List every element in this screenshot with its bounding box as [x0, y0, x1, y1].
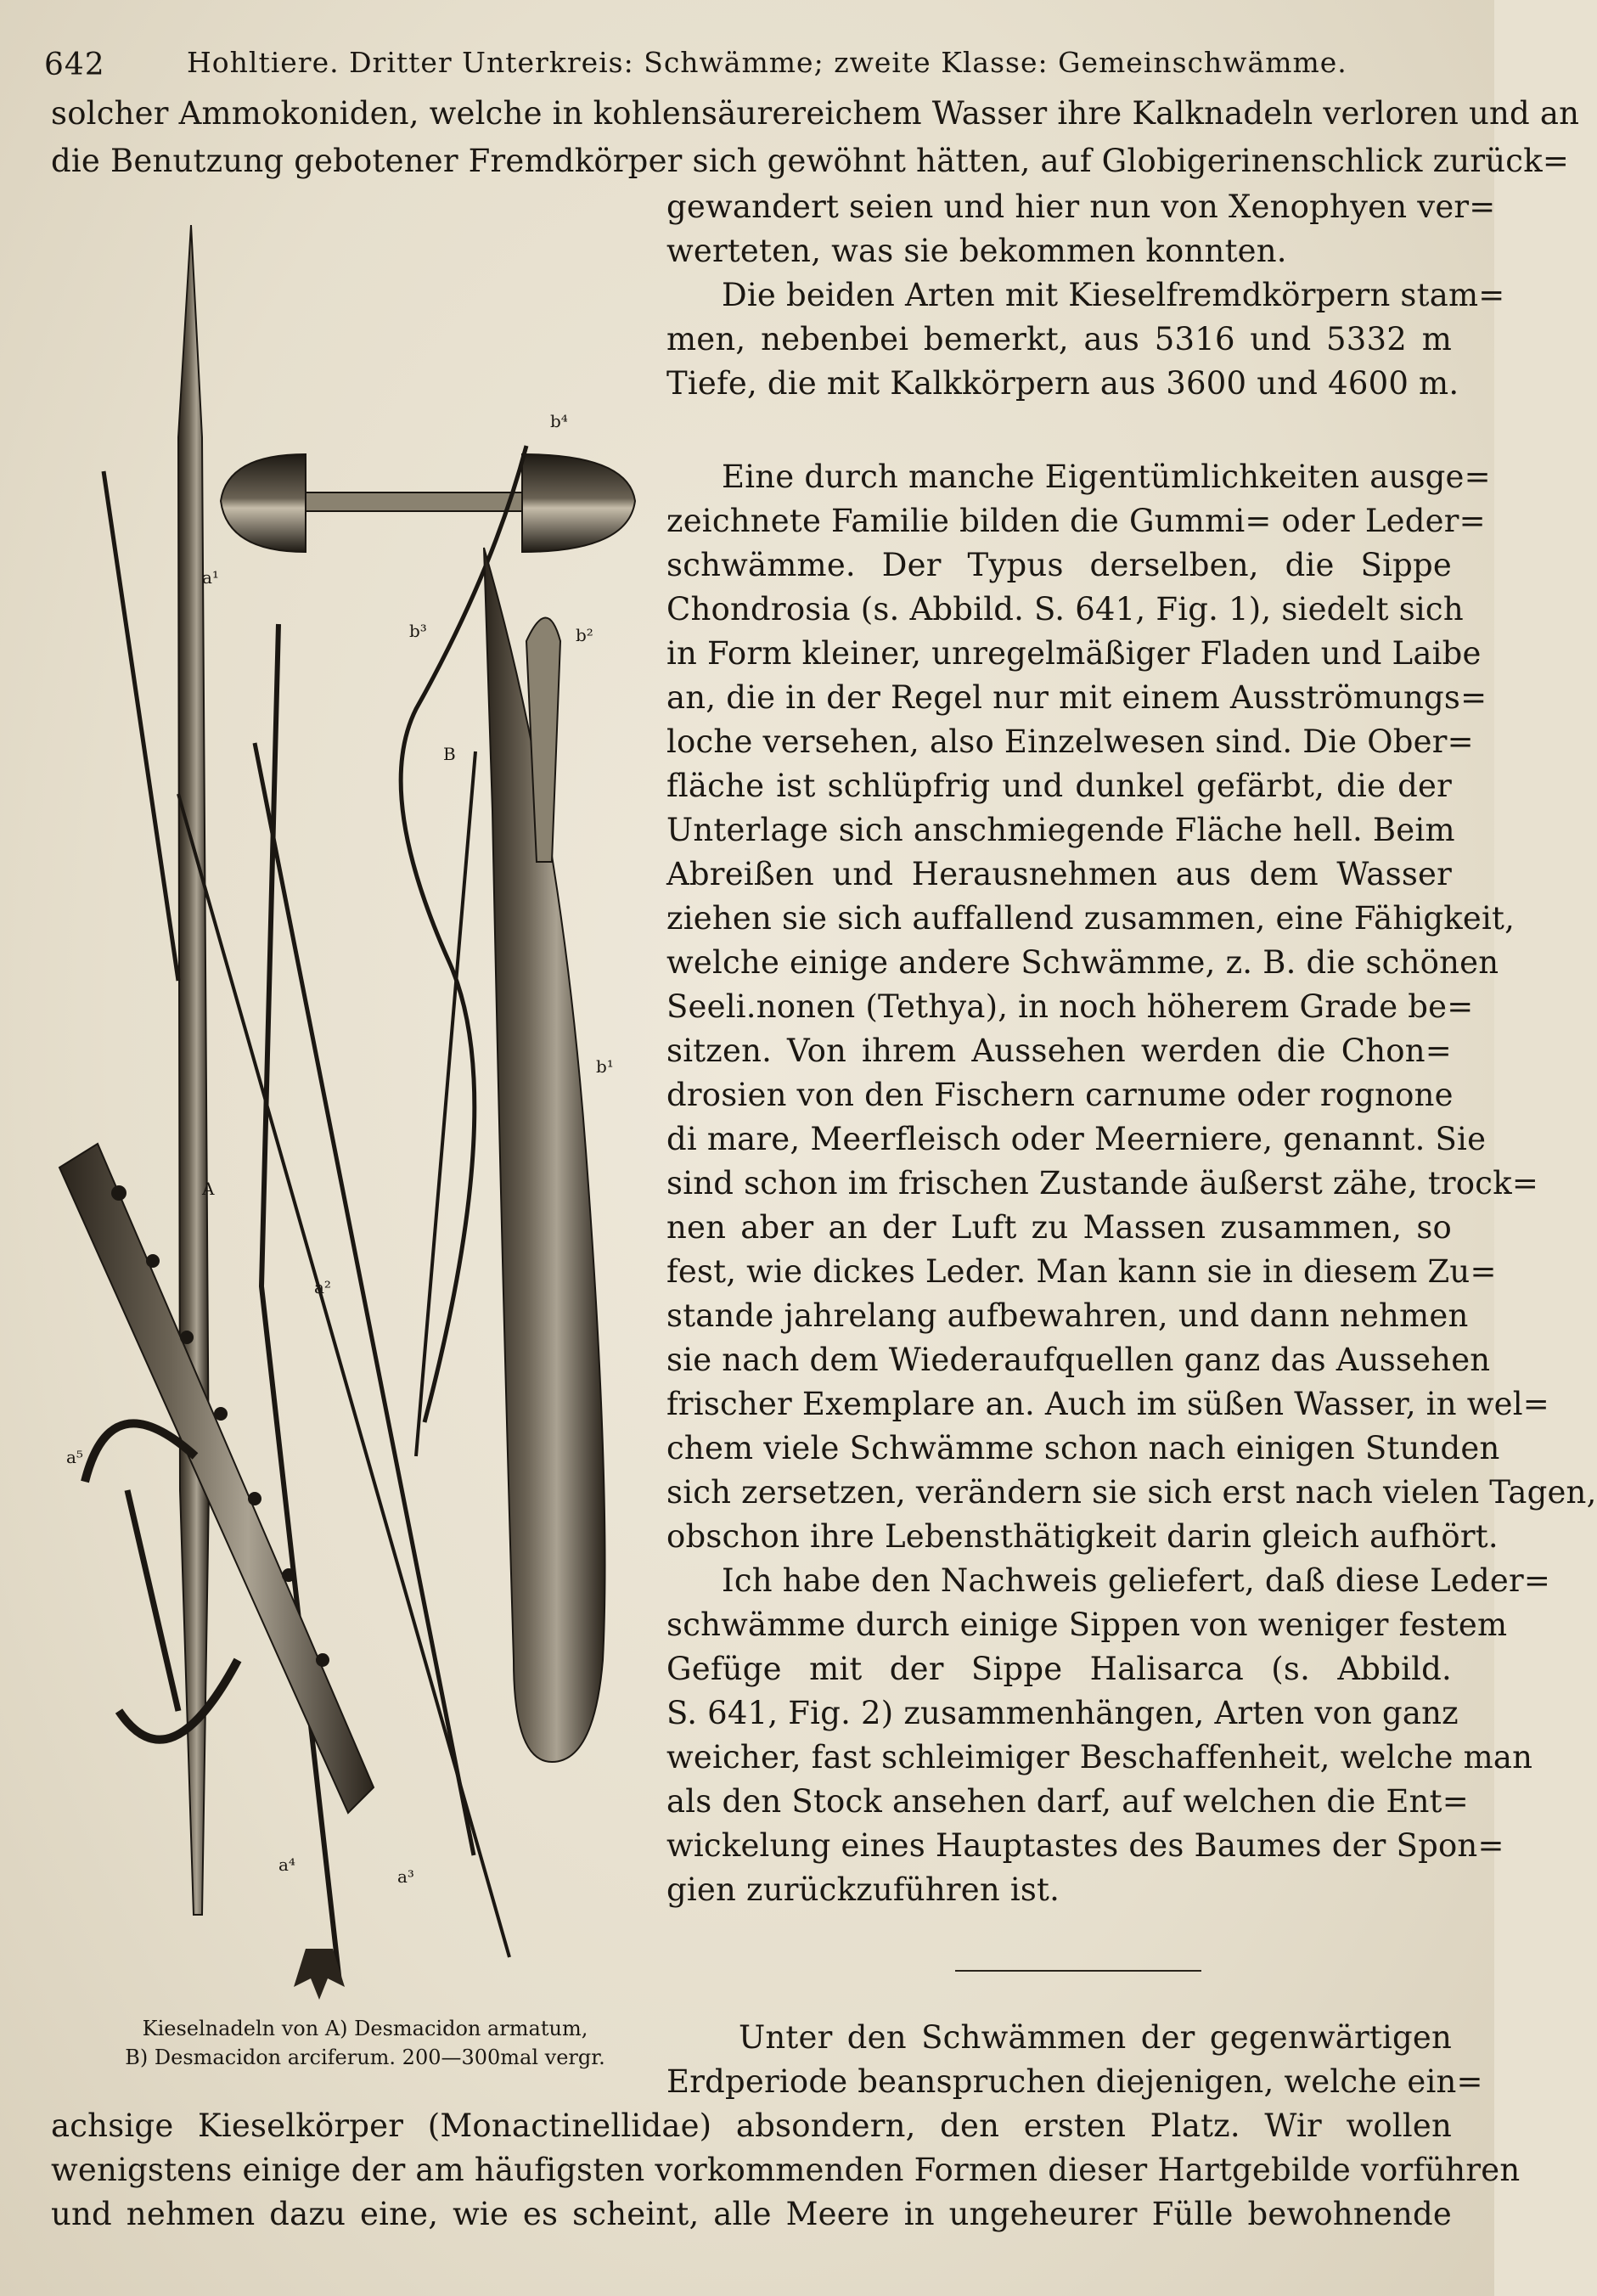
text-line: zeichnete Familie bilden die Gummi= oder Leder=	[666, 503, 1486, 539]
text-line: achsige Kieselkörper (Monactinellidae) absondern, den ersten Platz. Wir wollen	[51, 2107, 1452, 2144]
text-line: sie nach dem Wiederaufquellen ganz das Aussehen	[666, 1342, 1491, 1378]
spicule-illustration	[51, 217, 662, 2017]
text-line: an, die in der Regel nur mit einem Ausströmungs=	[666, 679, 1487, 716]
text-line: weicher, fast schleimiger Beschaffenheit, welche man	[666, 1739, 1533, 1775]
text-line: stande jahrelang aufbewahren, und dann nehmen	[666, 1297, 1469, 1334]
spicule-B-needle	[416, 751, 475, 1456]
label-B: B	[443, 744, 456, 764]
figure-caption	[76, 2014, 654, 2072]
spicule-b4-dumbbell	[221, 454, 635, 552]
label-b3: b³	[409, 621, 427, 641]
spicule-a3	[255, 743, 474, 1855]
text-line: gien zurückzuführen ist.	[666, 1871, 1060, 1908]
text-line: Seeli.nonen (Tethya), in noch höherem Grade be=	[666, 988, 1474, 1025]
text-line: gewandert seien und hier nun von Xenophyen ver=	[666, 189, 1496, 225]
text-line: di mare, Meerfleisch oder Meerniere, genannt. Sie	[666, 1121, 1487, 1157]
label-b4: b⁴	[550, 411, 568, 431]
text-line: chem viele Schwämme schon nach einigen Stunden	[666, 1430, 1500, 1466]
text-line: die Benutzung gebotener Fremdkörper sich gewöhnt hätten, auf Globigerinenschlick zurück=	[51, 143, 1570, 179]
page-number: 642	[44, 48, 105, 82]
label-b1: b¹	[596, 1056, 614, 1077]
label-a4: a⁴	[278, 1854, 295, 1875]
text-line: fest, wie dickes Leder. Man kann sie in diesem Zu=	[666, 1253, 1497, 1290]
label-b2: b²	[576, 625, 593, 645]
section-divider	[955, 1970, 1201, 1972]
text-line: Chondrosia (s. Abbild. S. 641, Fig. 1), siedelt sich	[666, 591, 1464, 627]
text-line: sitzen. Von ihrem Aussehen werden die Chon=	[666, 1033, 1452, 1069]
text-line: solcher Ammokoniden, welche in kohlensäurereichem Wasser ihre Kalknadeln verloren und an	[51, 95, 1580, 132]
text-line: wenigstens einige der am häufigsten vorkommenden Formen dieser Hartgebilde vorführen	[51, 2152, 1521, 2188]
label-a3: a³	[397, 1866, 414, 1887]
text-line: Unter den Schwämmen der gegenwärtigen	[739, 2019, 1452, 2056]
text-line: fläche ist schlüpfrig und dunkel gefärbt, die der	[666, 768, 1452, 804]
label-a5: a⁵	[66, 1447, 83, 1467]
text-line: drosien von den Fischern carnume oder rognone	[666, 1077, 1454, 1113]
text-line: Gefüge mit der Sippe Halisarca (s. Abbild.	[666, 1651, 1452, 1687]
spicule-a4	[261, 624, 340, 1983]
text-line: Erdperiode beanspruchen diejenigen, welche ein=	[666, 2063, 1483, 2100]
text-line: sich zersetzen, verändern sie sich erst nach vielen Tagen,	[666, 1474, 1597, 1511]
text-line: S. 641, Fig. 2) zusammenhängen, Arten von ganz	[666, 1695, 1459, 1731]
spicule-spined-rod	[59, 1144, 374, 1813]
text-line: ziehen sie sich auffallend zusammen, eine Fähigkeit,	[666, 900, 1515, 937]
text-line: welche einige andere Schwämme, z. B. die schönen	[666, 944, 1499, 981]
text-line: Eine durch manche Eigentümlichkeiten ausge=	[722, 459, 1491, 495]
caption-line: Kieselnadeln von A) Desmacidon armatum,	[142, 2017, 588, 2040]
text-line: schwämme. Der Typus derselben, die Sippe	[666, 547, 1452, 583]
text-line: Abreißen und Herausnehmen aus dem Wasser	[666, 856, 1452, 892]
text-line: Unterlage sich anschmiegende Fläche hell. Beim	[666, 812, 1455, 848]
page-header	[44, 42, 1454, 93]
text-line: sind schon im frischen Zustande äußerst zähe, trock=	[666, 1165, 1539, 1201]
text-line: Ich habe den Nachweis geliefert, daß diese Leder=	[722, 1562, 1551, 1599]
spicule-a1	[178, 225, 209, 1915]
label-a2: a²	[314, 1277, 331, 1297]
text-line: und nehmen dazu eine, wie es scheint, alle Meere in ungeheurer Fülle bewohnende	[51, 2196, 1452, 2232]
text-line: als den Stock ansehen darf, auf welchen die Ent=	[666, 1783, 1469, 1820]
text-line: nen aber an der Luft zu Massen zusammen, so	[666, 1209, 1452, 1246]
text-line: in Form kleiner, unregelmäßiger Fladen und Laibe	[666, 635, 1482, 672]
caption-line: B) Desmacidon arciferum. 200—300mal vergr.	[125, 2046, 605, 2069]
text-line: obschon ihre Lebensthätigkeit darin gleich aufhört.	[666, 1518, 1499, 1555]
text-line: schwämme durch einige Sippen von weniger festem	[666, 1607, 1508, 1643]
running-title: Hohltiere. Dritter Unterkreis: Schwämme; zweite Klasse: Gemeinschwämme.	[187, 46, 1347, 79]
label-a1: a¹	[202, 567, 219, 588]
text-line: wickelung eines Hauptastes des Baumes der Spon=	[666, 1827, 1504, 1864]
text-line: werteten, was sie bekommen konnten.	[666, 233, 1287, 269]
text-line: loche versehen, also Einzelwesen sind. Die Ober=	[666, 723, 1474, 760]
text-line: Tiefe, die mit Kalkkörpern aus 3600 und 4600 m.	[666, 365, 1459, 402]
spicule-needle	[104, 471, 178, 981]
label-A: A	[202, 1179, 215, 1199]
text-line: frischer Exemplare an. Auch im süßen Wasser, in wel=	[666, 1386, 1549, 1422]
text-line: Die beiden Arten mit Kieselfremdkörpern stam=	[722, 277, 1505, 313]
text-line: men, nebenbei bemerkt, aus 5316 und 5332 m	[666, 321, 1452, 357]
